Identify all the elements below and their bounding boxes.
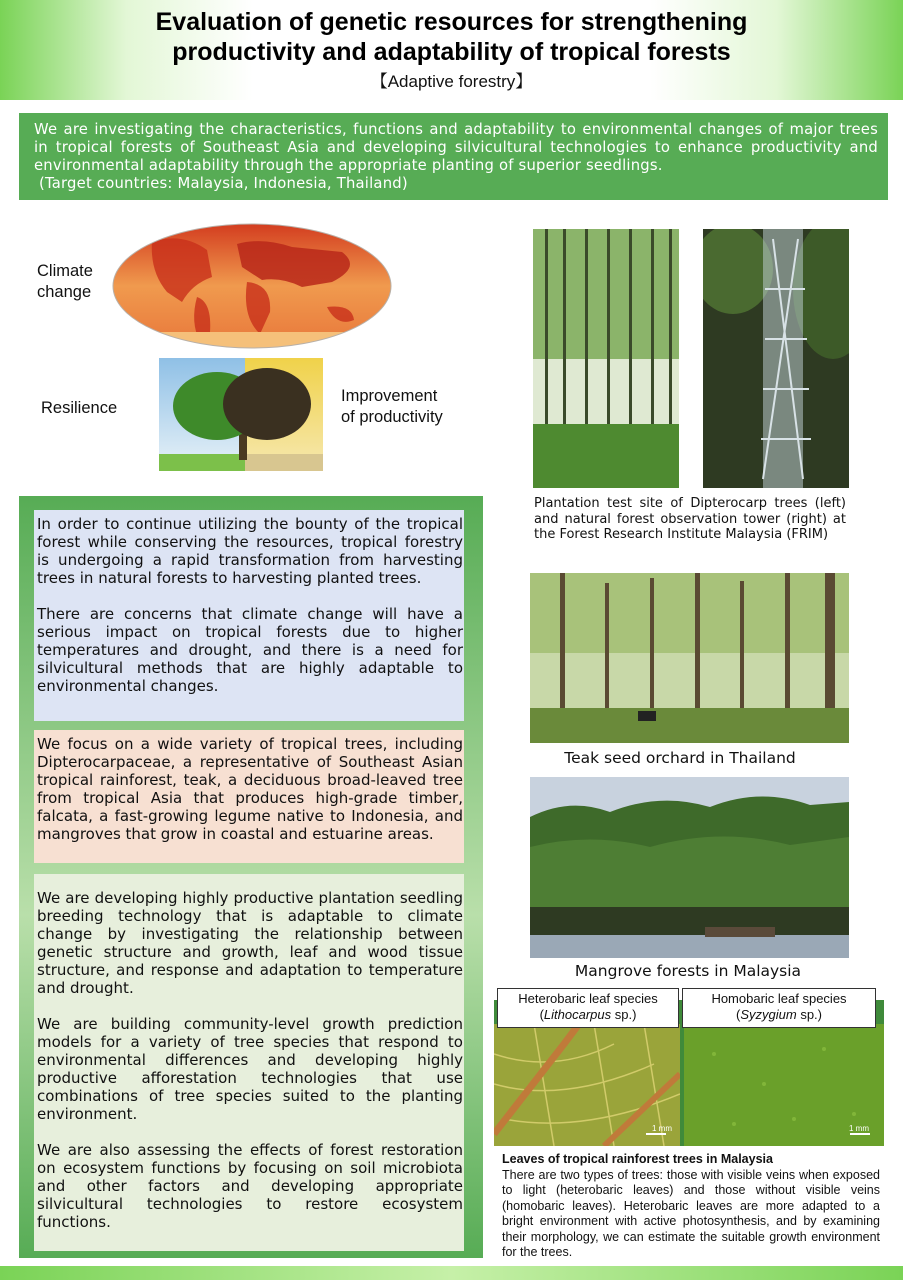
heterobaric-genus: Lithocarpus (543, 1007, 612, 1022)
teak-caption: Teak seed orchard in Thailand (564, 749, 796, 767)
intro-targets: (Target countries: Malaysia, Indonesia, Thailand) (39, 175, 408, 192)
climate-change-label (37, 261, 93, 303)
homo-paren: ( (736, 1007, 741, 1022)
homobaric-genus-line (683, 1007, 875, 1023)
homobaric-label: Homobaric leaf species (711, 991, 847, 1006)
resilience-label: Resilience (41, 399, 118, 417)
hetero-sp: sp.) (611, 1007, 637, 1022)
hetero-paren: ( (539, 1007, 544, 1022)
box3-paragraph-2: We are building community-level growth prediction models for a variety of tree species that respond to environmental differences and developing highly productive afforestation technologies that use combinations of tree species suited to the planting environment. (37, 1015, 463, 1123)
mangrove-forest-photo (530, 777, 849, 958)
leaf-caption (502, 1152, 880, 1261)
climate-label-line-2: change (37, 283, 92, 301)
leaf-caption-title: Leaves of tropical rainforest trees in Malaysia (502, 1152, 773, 1166)
plantation-photo (533, 229, 679, 488)
productivity-label-line-1: Improvement (341, 387, 438, 405)
box2-paragraph-1: We focus on a wide variety of tropical trees, including Dipterocarpaceae, a representative of Southeast Asian tropical rainforest, teak, a deciduous broad-leaved tree from tropical Asia that produces high-grade timber, falcata, a fast-growing legume native to Indonesia, and mangroves that grow in coastal and estuarine areas. (37, 735, 463, 843)
scale-label-left: 1 mm (652, 1124, 672, 1133)
homobaric-header (682, 988, 876, 1028)
tree-resilience-image (159, 358, 323, 471)
main-text-panel (19, 496, 483, 1258)
world-climate-map-image (112, 222, 392, 350)
productivity-label (341, 386, 443, 428)
productivity-label-line-2: of productivity (341, 408, 443, 426)
homobaric-genus: Syzygium (740, 1007, 797, 1022)
heterobaric-label: Heterobaric leaf species (518, 991, 658, 1006)
scale-label-right: 1 mm (849, 1124, 869, 1133)
species-text-box (34, 730, 464, 863)
box1-paragraph-2: There are concerns that climate change will have a serious impact on tropical forests due to higher temperatures and drought, and there is a need for silvicultural methods that are highly adaptable to environmental changes. (37, 605, 463, 695)
leaf-caption-text: There are two types of trees: those with visible veins when exposed to light (heterobaric leaves) and those without visible veins (homobaric leaves). Heterobaric leaves are more adapted to a bright environment with active photosynthesis, and by examining their morphology, we can estimate the suitable growth environment for the trees. (502, 1167, 880, 1259)
observation-tower-photo (703, 229, 849, 488)
frim-caption: Plantation test site of Dipterocarp trees (left) and natural forest observation tower (right) at the Forest Research Institute Malaysia (FRIM) (534, 496, 846, 542)
title-line-2: productivity and adaptability of tropical forests (172, 38, 731, 66)
mangrove-caption: Mangrove forests in Malaysia (574, 962, 802, 980)
intro-text: We are investigating the characteristics, functions and adaptability to environmental changes of major trees in tropical forests of Southeast Asia and developing silvicultural technologies to enhance productivity and environmental adaptability through the appropriate planting of superior seedlings. (34, 121, 878, 174)
research-text-box (34, 874, 464, 1251)
heterobaric-header (497, 988, 679, 1028)
box3-paragraph-1: We are developing highly productive plantation seedling breeding technology that is adaptable to climate change by investigating the relationship between genetic structure and growth, leaf and wood tissue structure, and response and adaptation to temperature and drought. (37, 889, 463, 997)
footer-bar (0, 1266, 903, 1280)
heterobaric-genus-line (498, 1007, 678, 1023)
box1-paragraph-1: In order to continue utilizing the bounty of the tropical forest while conserving the resources, tropical forestry is undergoing a rapid transformation from harvesting trees in natural forests to harvesting planted trees. (37, 515, 463, 587)
intro-box (19, 113, 888, 200)
box3-paragraph-3: We are also assessing the effects of forest restoration on ecosystem functions by focusing on soil microbiota and other factors and developing appropriate silvicultural technologies to restore ecosystem functions. (37, 1141, 463, 1231)
climate-label-line-1: Climate (37, 262, 93, 280)
background-text-box (34, 510, 464, 721)
page-subtitle: 【Adaptive forestry】 (370, 72, 533, 91)
teak-orchard-photo (530, 573, 849, 743)
title-line-1: Evaluation of genetic resources for strengthening (155, 8, 748, 36)
page-title (0, 7, 903, 67)
homo-sp: sp.) (796, 1007, 822, 1022)
